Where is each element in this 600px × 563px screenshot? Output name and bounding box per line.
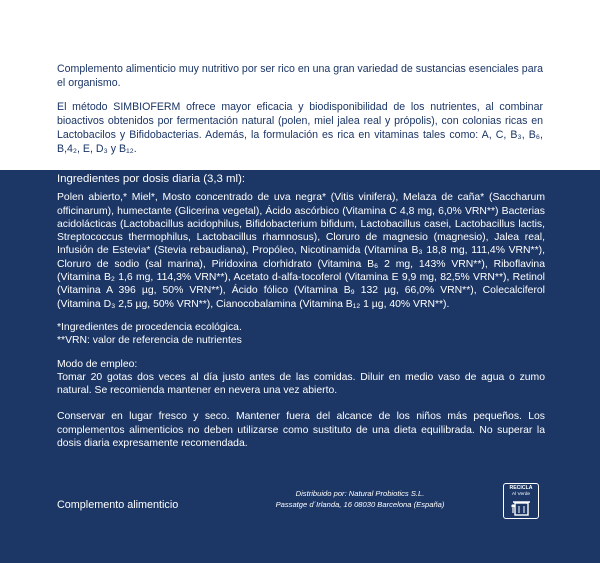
ecologic-note: *Ingredientes de procedencia ecológica. <box>57 321 242 333</box>
intro-paragraph-2: El método SIMBIOFERM ofrece mayor eficacia y biodisponibilidad de los nutrientes, al combinar bioactivos obtenidos por fermentación natural (polen, miel jalea real y própolis), con colonias ricas en Lactobacilos y Bifidobacterias. Además, la formulación es rica en vitaminas tales como: A, C, B₃, B₆, B,4₂, E, D₃ y B₁₂. <box>57 101 543 155</box>
ingredients-heading: Ingredientes por dosis diaria (3,3 ml): <box>57 173 246 185</box>
distributor-info <box>240 488 480 510</box>
recycle-subtitle: Al Verde <box>511 492 531 497</box>
recycle-badge <box>503 483 539 519</box>
storage-text: Conservar en lugar fresco y seco. Mantener fuera del alcance de los niños más pequeños. Los complementos alimenticios no deben utilizarse como sustituto de una dieta equilibrada. No superar la dosis diaria expresamente recomendada. <box>57 411 545 450</box>
panel-text <box>57 173 545 450</box>
footer-label: Complemento alimenticio <box>57 499 179 511</box>
info-panel <box>0 170 600 563</box>
intro-text <box>57 62 543 166</box>
usage-heading: Modo de empleo: <box>57 358 138 370</box>
distributor-name: Distribuido por: Natural Probiotics S.L. <box>295 489 425 498</box>
vrn-note: **VRN: valor de referencia de nutrientes <box>57 335 242 347</box>
usage-text: Tomar 20 gotas dos veces al día justo antes de las comidas. Diluir en medio vaso de agua o zumo natural. Se recomienda mantener en nevera una vez abierto. <box>57 371 545 397</box>
ingredients-text: Polen abierto,* Miel*, Mosto concentrado de uva negra* (Vitis vinifera), Melaza de caña* (Saccharum officinarum), humectante (Glicerina vegetal), Ácido ascórbico (Vitamina C 4,8 mg, 6,0% VRN**) Bacterias acidolácticas (Lactobacillus acidophilus, Bifidobacterium bifidum, Lactobacillus casei, Lactobacillus lactis, Streptococcus thermophilus, Lactobacillus rhamnosus), Cloruro de magnesio (magnesio), Jalea real, Infusión de Estevia* (Stevia rebaudiana), Propóleo, Nicotinamida (Vitamina B₃ 18,8 mg, 111,4% VRN**), Cloruro de sodio (sal marina), Piridoxina clorhidrato (Vitamina B₆ 2 mg, 143% VRN**), Riboflavina (Vitamina B₂ 1,6 mg, 114,3% VRN**), Acetato d-alfa-tocoferol (Vitamina E 9,9 mg, 82,5% VRN**), Retinol (Vitamina A 396 µg, 50% VRN**), Ácido fólico (Vitamina B₉ 132 µg, 66,0% VRN**), Colecalciferol (Vitamina D₃ 2,5 µg, 50% VRN**), Cianocobalamina (Vitamina B₁₂ 1 µg, 40% VRN**). <box>57 192 545 310</box>
intro-paragraph-1: Complemento alimenticio muy nutritivo por ser rico en una gran variedad de sustancias esenciales para el organismo. <box>57 63 543 89</box>
recycle-title: RECICLA <box>509 485 533 491</box>
distributor-address: Passatge d´Irlanda, 16 08030 Barcelona (España) <box>275 500 445 509</box>
recycle-bin-icon <box>510 498 532 516</box>
intro-section <box>0 0 600 170</box>
